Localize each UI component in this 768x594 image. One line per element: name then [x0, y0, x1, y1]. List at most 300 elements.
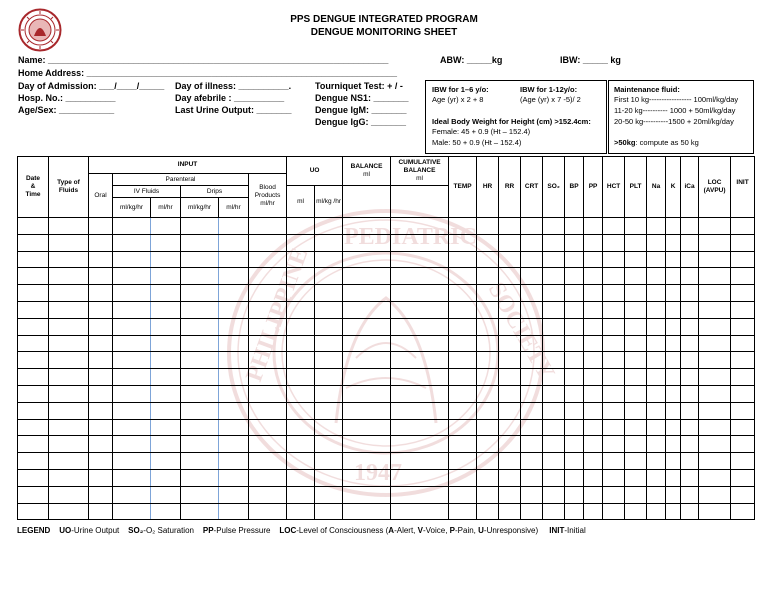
entry-cell[interactable]: [477, 385, 499, 402]
entry-cell[interactable]: [219, 285, 249, 302]
entry-cell[interactable]: [521, 453, 543, 470]
entry-cell[interactable]: [499, 503, 521, 520]
entry-cell[interactable]: [49, 503, 89, 520]
entry-cell[interactable]: [343, 469, 391, 486]
hosp-no-field[interactable]: Hosp. No.: __________: [18, 93, 116, 103]
entry-cell[interactable]: [113, 436, 151, 453]
entry-cell[interactable]: [666, 352, 681, 369]
entry-cell[interactable]: [477, 285, 499, 302]
entry-cell[interactable]: [391, 318, 449, 335]
entry-cell[interactable]: [603, 453, 625, 470]
entry-cell[interactable]: [181, 453, 219, 470]
entry-cell[interactable]: [565, 453, 584, 470]
entry-cell[interactable]: [647, 318, 666, 335]
entry-cell[interactable]: [315, 218, 343, 235]
entry-cell[interactable]: [543, 419, 565, 436]
entry-cell[interactable]: [181, 285, 219, 302]
entry-cell[interactable]: [151, 402, 181, 419]
entry-cell[interactable]: [543, 251, 565, 268]
entry-cell[interactable]: [287, 486, 315, 503]
entry-cell[interactable]: [391, 503, 449, 520]
entry-cell[interactable]: [584, 503, 603, 520]
entry-cell[interactable]: [731, 436, 755, 453]
entry-cell[interactable]: [89, 469, 113, 486]
entry-cell[interactable]: [681, 301, 699, 318]
entry-cell[interactable]: [113, 285, 151, 302]
abw-field[interactable]: ABW: _____kg: [440, 55, 503, 65]
entry-cell[interactable]: [449, 318, 477, 335]
entry-cell[interactable]: [151, 369, 181, 386]
entry-cell[interactable]: [603, 503, 625, 520]
entry-cell[interactable]: [521, 486, 543, 503]
entry-cell[interactable]: [287, 218, 315, 235]
entry-cell[interactable]: [625, 285, 647, 302]
entry-cell[interactable]: [666, 486, 681, 503]
entry-cell[interactable]: [49, 486, 89, 503]
entry-cell[interactable]: [565, 486, 584, 503]
entry-cell[interactable]: [391, 301, 449, 318]
entry-cell[interactable]: [343, 402, 391, 419]
entry-cell[interactable]: [731, 385, 755, 402]
entry-cell[interactable]: [584, 268, 603, 285]
entry-cell[interactable]: [89, 503, 113, 520]
entry-cell[interactable]: [647, 419, 666, 436]
entry-cell[interactable]: [391, 369, 449, 386]
entry-cell[interactable]: [18, 352, 49, 369]
entry-cell[interactable]: [731, 369, 755, 386]
entry-cell[interactable]: [391, 335, 449, 352]
entry-cell[interactable]: [603, 369, 625, 386]
entry-cell[interactable]: [499, 453, 521, 470]
entry-cell[interactable]: [731, 268, 755, 285]
entry-cell[interactable]: [565, 369, 584, 386]
entry-cell[interactable]: [477, 352, 499, 369]
entry-cell[interactable]: [699, 385, 731, 402]
entry-cell[interactable]: [113, 268, 151, 285]
entry-cell[interactable]: [681, 318, 699, 335]
entry-cell[interactable]: [666, 335, 681, 352]
entry-cell[interactable]: [647, 285, 666, 302]
entry-cell[interactable]: [89, 251, 113, 268]
entry-cell[interactable]: [699, 285, 731, 302]
entry-cell[interactable]: [699, 503, 731, 520]
entry-cell[interactable]: [113, 385, 151, 402]
entry-cell[interactable]: [219, 436, 249, 453]
entry-cell[interactable]: [699, 369, 731, 386]
entry-cell[interactable]: [343, 234, 391, 251]
name-field[interactable]: Name: ____________________________________________________________________: [18, 55, 389, 65]
entry-cell[interactable]: [89, 385, 113, 402]
entry-cell[interactable]: [391, 486, 449, 503]
entry-cell[interactable]: [699, 436, 731, 453]
entry-cell[interactable]: [89, 335, 113, 352]
entry-cell[interactable]: [249, 503, 287, 520]
entry-cell[interactable]: [625, 385, 647, 402]
entry-cell[interactable]: [287, 251, 315, 268]
entry-cell[interactable]: [49, 436, 89, 453]
entry-cell[interactable]: [391, 251, 449, 268]
entry-cell[interactable]: [681, 218, 699, 235]
entry-cell[interactable]: [666, 369, 681, 386]
entry-cell[interactable]: [584, 385, 603, 402]
entry-cell[interactable]: [699, 268, 731, 285]
entry-cell[interactable]: [584, 335, 603, 352]
entry-cell[interactable]: [219, 453, 249, 470]
entry-cell[interactable]: [219, 251, 249, 268]
entry-cell[interactable]: [521, 234, 543, 251]
entry-cell[interactable]: [584, 301, 603, 318]
entry-cell[interactable]: [521, 469, 543, 486]
entry-cell[interactable]: [584, 234, 603, 251]
entry-cell[interactable]: [584, 251, 603, 268]
entry-cell[interactable]: [449, 419, 477, 436]
entry-cell[interactable]: [521, 436, 543, 453]
entry-cell[interactable]: [49, 369, 89, 386]
entry-cell[interactable]: [249, 369, 287, 386]
entry-cell[interactable]: [287, 436, 315, 453]
entry-cell[interactable]: [666, 285, 681, 302]
entry-cell[interactable]: [584, 352, 603, 369]
entry-cell[interactable]: [681, 419, 699, 436]
entry-cell[interactable]: [391, 419, 449, 436]
entry-cell[interactable]: [477, 402, 499, 419]
entry-cell[interactable]: [584, 369, 603, 386]
entry-cell[interactable]: [315, 234, 343, 251]
entry-cell[interactable]: [584, 419, 603, 436]
entry-cell[interactable]: [151, 251, 181, 268]
entry-cell[interactable]: [315, 251, 343, 268]
entry-cell[interactable]: [151, 234, 181, 251]
entry-cell[interactable]: [391, 385, 449, 402]
entry-cell[interactable]: [543, 335, 565, 352]
entry-cell[interactable]: [647, 268, 666, 285]
entry-cell[interactable]: [49, 285, 89, 302]
entry-cell[interactable]: [315, 419, 343, 436]
entry-cell[interactable]: [731, 453, 755, 470]
entry-cell[interactable]: [181, 352, 219, 369]
entry-cell[interactable]: [681, 352, 699, 369]
entry-cell[interactable]: [565, 285, 584, 302]
entry-cell[interactable]: [647, 301, 666, 318]
entry-cell[interactable]: [49, 352, 89, 369]
entry-cell[interactable]: [543, 218, 565, 235]
entry-cell[interactable]: [499, 419, 521, 436]
entry-cell[interactable]: [666, 218, 681, 235]
entry-cell[interactable]: [343, 285, 391, 302]
entry-cell[interactable]: [565, 268, 584, 285]
entry-cell[interactable]: [565, 503, 584, 520]
entry-cell[interactable]: [89, 318, 113, 335]
entry-cell[interactable]: [391, 469, 449, 486]
entry-cell[interactable]: [731, 503, 755, 520]
entry-cell[interactable]: [343, 301, 391, 318]
entry-cell[interactable]: [49, 419, 89, 436]
entry-cell[interactable]: [565, 301, 584, 318]
entry-cell[interactable]: [681, 385, 699, 402]
entry-cell[interactable]: [647, 335, 666, 352]
entry-cell[interactable]: [647, 218, 666, 235]
entry-cell[interactable]: [151, 486, 181, 503]
entry-cell[interactable]: [521, 318, 543, 335]
entry-cell[interactable]: [681, 268, 699, 285]
entry-cell[interactable]: [89, 218, 113, 235]
entry-cell[interactable]: [499, 402, 521, 419]
entry-cell[interactable]: [477, 318, 499, 335]
entry-cell[interactable]: [499, 268, 521, 285]
entry-cell[interactable]: [49, 318, 89, 335]
entry-cell[interactable]: [565, 436, 584, 453]
entry-cell[interactable]: [731, 486, 755, 503]
entry-cell[interactable]: [249, 251, 287, 268]
entry-cell[interactable]: [699, 218, 731, 235]
entry-cell[interactable]: [181, 503, 219, 520]
entry-cell[interactable]: [181, 218, 219, 235]
entry-cell[interactable]: [151, 301, 181, 318]
entry-cell[interactable]: [181, 318, 219, 335]
entry-cell[interactable]: [249, 318, 287, 335]
dengue-igg-field[interactable]: Dengue IgG: _______: [315, 117, 407, 127]
entry-cell[interactable]: [449, 352, 477, 369]
entry-cell[interactable]: [391, 402, 449, 419]
entry-cell[interactable]: [625, 335, 647, 352]
entry-cell[interactable]: [343, 385, 391, 402]
entry-cell[interactable]: [151, 385, 181, 402]
entry-cell[interactable]: [343, 218, 391, 235]
entry-cell[interactable]: [603, 335, 625, 352]
entry-cell[interactable]: [477, 218, 499, 235]
entry-cell[interactable]: [731, 251, 755, 268]
entry-cell[interactable]: [565, 335, 584, 352]
entry-cell[interactable]: [625, 453, 647, 470]
entry-cell[interactable]: [391, 436, 449, 453]
entry-cell[interactable]: [391, 453, 449, 470]
entry-cell[interactable]: [499, 301, 521, 318]
entry-cell[interactable]: [666, 419, 681, 436]
entry-cell[interactable]: [543, 318, 565, 335]
entry-cell[interactable]: [315, 486, 343, 503]
entry-cell[interactable]: [18, 436, 49, 453]
entry-cell[interactable]: [477, 419, 499, 436]
entry-cell[interactable]: [49, 402, 89, 419]
entry-cell[interactable]: [113, 486, 151, 503]
entry-cell[interactable]: [287, 453, 315, 470]
entry-cell[interactable]: [603, 301, 625, 318]
entry-cell[interactable]: [584, 453, 603, 470]
entry-cell[interactable]: [603, 251, 625, 268]
entry-cell[interactable]: [584, 318, 603, 335]
entry-cell[interactable]: [89, 285, 113, 302]
entry-cell[interactable]: [543, 352, 565, 369]
entry-cell[interactable]: [219, 503, 249, 520]
entry-cell[interactable]: [699, 318, 731, 335]
entry-cell[interactable]: [181, 402, 219, 419]
entry-cell[interactable]: [477, 436, 499, 453]
entry-cell[interactable]: [499, 369, 521, 386]
entry-cell[interactable]: [113, 218, 151, 235]
entry-cell[interactable]: [603, 402, 625, 419]
entry-cell[interactable]: [666, 234, 681, 251]
entry-cell[interactable]: [89, 369, 113, 386]
entry-cell[interactable]: [565, 318, 584, 335]
entry-cell[interactable]: [151, 469, 181, 486]
entry-cell[interactable]: [343, 318, 391, 335]
entry-cell[interactable]: [584, 436, 603, 453]
entry-cell[interactable]: [287, 352, 315, 369]
entry-cell[interactable]: [315, 318, 343, 335]
entry-cell[interactable]: [219, 419, 249, 436]
entry-cell[interactable]: [18, 285, 49, 302]
entry-cell[interactable]: [666, 251, 681, 268]
entry-cell[interactable]: [315, 301, 343, 318]
entry-cell[interactable]: [625, 469, 647, 486]
entry-cell[interactable]: [181, 251, 219, 268]
entry-cell[interactable]: [543, 234, 565, 251]
entry-cell[interactable]: [151, 335, 181, 352]
entry-cell[interactable]: [18, 503, 49, 520]
entry-cell[interactable]: [543, 385, 565, 402]
entry-cell[interactable]: [181, 301, 219, 318]
entry-cell[interactable]: [521, 335, 543, 352]
entry-cell[interactable]: [113, 503, 151, 520]
entry-cell[interactable]: [49, 301, 89, 318]
entry-cell[interactable]: [625, 369, 647, 386]
entry-cell[interactable]: [499, 436, 521, 453]
entry-cell[interactable]: [603, 218, 625, 235]
entry-cell[interactable]: [499, 251, 521, 268]
entry-cell[interactable]: [666, 503, 681, 520]
entry-cell[interactable]: [565, 352, 584, 369]
entry-cell[interactable]: [449, 218, 477, 235]
entry-cell[interactable]: [625, 218, 647, 235]
entry-cell[interactable]: [249, 218, 287, 235]
entry-cell[interactable]: [219, 318, 249, 335]
entry-cell[interactable]: [113, 369, 151, 386]
entry-cell[interactable]: [731, 234, 755, 251]
entry-cell[interactable]: [151, 453, 181, 470]
entry-cell[interactable]: [666, 301, 681, 318]
entry-cell[interactable]: [647, 385, 666, 402]
entry-cell[interactable]: [151, 268, 181, 285]
entry-cell[interactable]: [666, 318, 681, 335]
entry-cell[interactable]: [49, 268, 89, 285]
entry-cell[interactable]: [49, 218, 89, 235]
entry-cell[interactable]: [625, 352, 647, 369]
entry-cell[interactable]: [647, 402, 666, 419]
entry-cell[interactable]: [343, 503, 391, 520]
entry-cell[interactable]: [681, 251, 699, 268]
entry-cell[interactable]: [113, 352, 151, 369]
entry-cell[interactable]: [249, 453, 287, 470]
entry-cell[interactable]: [18, 218, 49, 235]
entry-cell[interactable]: [219, 469, 249, 486]
entry-cell[interactable]: [287, 268, 315, 285]
entry-cell[interactable]: [219, 486, 249, 503]
entry-cell[interactable]: [477, 301, 499, 318]
entry-cell[interactable]: [113, 419, 151, 436]
last-urine-output-field[interactable]: Last Urine Output: _______: [175, 105, 292, 115]
entry-cell[interactable]: [477, 251, 499, 268]
entry-cell[interactable]: [666, 268, 681, 285]
entry-cell[interactable]: [681, 369, 699, 386]
entry-cell[interactable]: [731, 402, 755, 419]
entry-cell[interactable]: [151, 285, 181, 302]
entry-cell[interactable]: [315, 369, 343, 386]
entry-cell[interactable]: [219, 268, 249, 285]
entry-cell[interactable]: [287, 385, 315, 402]
dengue-ns1-field[interactable]: Dengue NS1: _______: [315, 93, 409, 103]
entry-cell[interactable]: [315, 402, 343, 419]
entry-cell[interactable]: [499, 218, 521, 235]
entry-cell[interactable]: [699, 419, 731, 436]
entry-cell[interactable]: [543, 503, 565, 520]
entry-cell[interactable]: [219, 335, 249, 352]
entry-cell[interactable]: [625, 268, 647, 285]
entry-cell[interactable]: [18, 301, 49, 318]
entry-cell[interactable]: [681, 469, 699, 486]
entry-cell[interactable]: [681, 503, 699, 520]
entry-cell[interactable]: [391, 268, 449, 285]
entry-cell[interactable]: [287, 402, 315, 419]
entry-cell[interactable]: [18, 268, 49, 285]
entry-cell[interactable]: [565, 218, 584, 235]
entry-cell[interactable]: [343, 436, 391, 453]
entry-cell[interactable]: [89, 419, 113, 436]
entry-cell[interactable]: [681, 402, 699, 419]
entry-cell[interactable]: [625, 402, 647, 419]
entry-cell[interactable]: [113, 453, 151, 470]
entry-cell[interactable]: [543, 369, 565, 386]
entry-cell[interactable]: [477, 335, 499, 352]
entry-cell[interactable]: [731, 301, 755, 318]
entry-cell[interactable]: [477, 369, 499, 386]
day-of-admission-field[interactable]: Day of Admission: ___/____/_____: [18, 81, 165, 91]
entry-cell[interactable]: [151, 419, 181, 436]
entry-cell[interactable]: [699, 234, 731, 251]
entry-cell[interactable]: [219, 301, 249, 318]
entry-cell[interactable]: [699, 301, 731, 318]
entry-cell[interactable]: [543, 402, 565, 419]
entry-cell[interactable]: [49, 251, 89, 268]
entry-cell[interactable]: [315, 268, 343, 285]
entry-cell[interactable]: [543, 436, 565, 453]
entry-cell[interactable]: [666, 469, 681, 486]
entry-cell[interactable]: [391, 352, 449, 369]
entry-cell[interactable]: [565, 402, 584, 419]
entry-cell[interactable]: [699, 486, 731, 503]
entry-cell[interactable]: [699, 453, 731, 470]
entry-cell[interactable]: [584, 218, 603, 235]
entry-cell[interactable]: [647, 469, 666, 486]
day-afebrile-field[interactable]: Day afebrile : __________: [175, 93, 285, 103]
entry-cell[interactable]: [343, 352, 391, 369]
entry-cell[interactable]: [343, 335, 391, 352]
entry-cell[interactable]: [113, 335, 151, 352]
entry-cell[interactable]: [625, 251, 647, 268]
entry-cell[interactable]: [499, 385, 521, 402]
entry-cell[interactable]: [249, 234, 287, 251]
entry-cell[interactable]: [219, 234, 249, 251]
entry-cell[interactable]: [647, 352, 666, 369]
entry-cell[interactable]: [89, 268, 113, 285]
entry-cell[interactable]: [113, 234, 151, 251]
entry-cell[interactable]: [565, 385, 584, 402]
entry-cell[interactable]: [625, 318, 647, 335]
entry-cell[interactable]: [449, 486, 477, 503]
entry-cell[interactable]: [584, 402, 603, 419]
entry-cell[interactable]: [449, 503, 477, 520]
entry-cell[interactable]: [315, 436, 343, 453]
entry-cell[interactable]: [603, 234, 625, 251]
